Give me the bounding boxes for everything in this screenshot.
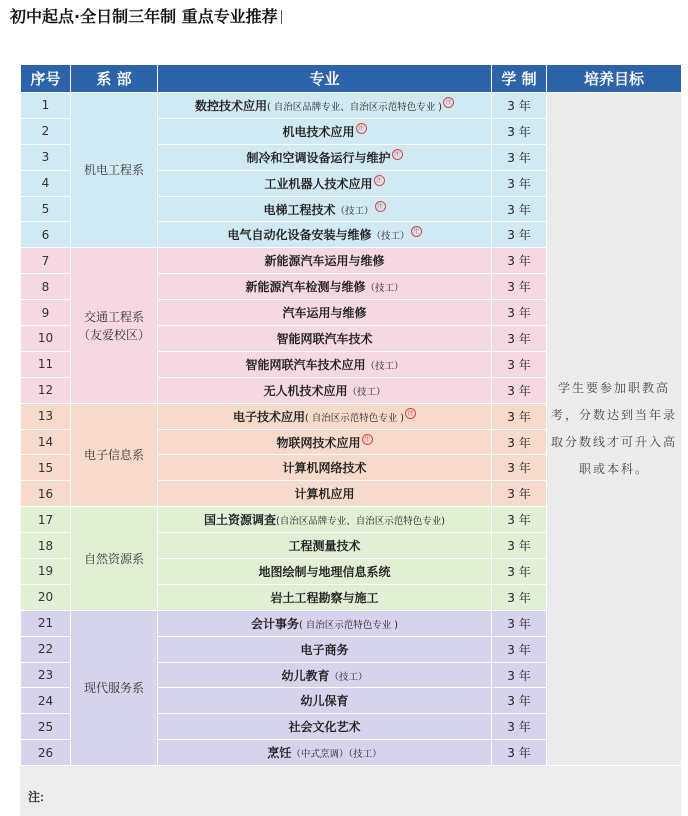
header-goal: 培养目标: [547, 65, 682, 93]
major-cell: [158, 507, 492, 533]
row-number: 26: [21, 740, 71, 766]
major-name: 机电技术应用: [282, 124, 355, 139]
table-header-row: [21, 65, 682, 93]
study-years: 3 年: [492, 351, 547, 377]
department-cell: [71, 507, 158, 611]
major-note: （中式烹调）（技工）: [291, 749, 382, 761]
department-cell: [71, 248, 158, 403]
row-number: 21: [21, 610, 71, 636]
study-years: 3 年: [492, 584, 547, 610]
study-years: 3 年: [492, 274, 547, 300]
major-cell: [158, 662, 492, 688]
study-years: 3 年: [492, 507, 547, 533]
department-name: 电子信息系: [83, 447, 144, 462]
major-cell: [158, 144, 492, 170]
study-years: 3 年: [492, 118, 547, 144]
major-name: 工业机器人技术应用: [264, 176, 373, 191]
department-cell: [71, 403, 158, 507]
note-mark-icon: 注: [362, 434, 373, 445]
study-years: 3 年: [492, 377, 547, 403]
page-title-text: 初中起点·全日制三年制 重点专业推荐: [10, 7, 278, 26]
row-number: 22: [21, 636, 71, 662]
department-campus: （友爱校区）: [77, 327, 150, 342]
notes-label: 注:: [28, 790, 44, 804]
major-name: 智能网联汽车技术: [276, 331, 373, 346]
major-cell: [158, 377, 492, 403]
row-number: 12: [21, 377, 71, 403]
study-years: 3 年: [492, 144, 547, 170]
study-years: 3 年: [492, 326, 547, 352]
row-number: 13: [21, 403, 71, 429]
major-name: 新能源汽车检测与维修: [245, 280, 366, 295]
study-years: 3 年: [492, 533, 547, 559]
header-dept: 系 部: [71, 65, 158, 93]
major-cell: [158, 688, 492, 714]
major-name: 制冷和空调设备运行与维护: [246, 150, 391, 165]
major-name: 电子商务: [300, 642, 349, 657]
major-name: 新能源汽车运用与维修: [264, 254, 385, 269]
major-note: （技工）: [365, 360, 404, 372]
note-mark-icon: 注: [411, 226, 422, 237]
major-cell: [158, 740, 492, 766]
study-years: 3 年: [492, 714, 547, 740]
study-years: 3 年: [492, 740, 547, 766]
row-number: 10: [21, 326, 71, 352]
major-cell: [158, 118, 492, 144]
row-number: 24: [21, 688, 71, 714]
notes-box: [20, 766, 681, 816]
note-mark-icon: 注: [443, 97, 454, 108]
major-note: ( 自治区示范特色专业 ): [299, 619, 398, 631]
row-number: 11: [21, 351, 71, 377]
major-name: 烹饪: [267, 746, 292, 761]
major-name: 汽车运用与维修: [282, 306, 367, 321]
major-cell: [158, 636, 492, 662]
table-row: [21, 93, 682, 119]
major-note: ( 自治区示范特色专业 ): [305, 412, 404, 424]
major-note: (自治区品牌专业、自治区示范特色专业): [276, 516, 445, 528]
major-name: 计算机网络技术: [282, 461, 367, 476]
major-cell: [158, 455, 492, 481]
study-years: 3 年: [492, 429, 547, 455]
note-mark-icon: 注: [405, 408, 416, 419]
row-number: 20: [21, 584, 71, 610]
major-name: 幼儿教育: [281, 668, 330, 683]
study-years: 3 年: [492, 222, 547, 248]
department-cell: [71, 93, 158, 248]
major-name: 国土资源调查: [204, 513, 277, 528]
row-number: 6: [21, 222, 71, 248]
department-name: 现代服务系: [83, 680, 144, 695]
major-name: 地图绘制与地理信息系统: [258, 564, 391, 579]
study-years: 3 年: [492, 170, 547, 196]
department-cell: [71, 610, 158, 765]
major-name: 电子技术应用: [233, 409, 306, 424]
row-number: 4: [21, 170, 71, 196]
page-title: [10, 4, 282, 27]
study-years: 3 年: [492, 559, 547, 585]
row-number: 5: [21, 196, 71, 222]
major-note: ( 自治区品牌专业、自治区示范特色专业 ): [267, 101, 442, 113]
note-mark-icon: 注: [375, 201, 386, 212]
row-number: 23: [21, 662, 71, 688]
major-name: 智能网联汽车技术应用: [245, 357, 366, 372]
row-number: 25: [21, 714, 71, 740]
study-years: 3 年: [492, 481, 547, 507]
major-cell: [158, 714, 492, 740]
note-mark-icon: 注: [374, 175, 385, 186]
study-years: 3 年: [492, 636, 547, 662]
major-name: 数控技术应用: [195, 98, 268, 113]
major-note: （技工）: [371, 231, 410, 243]
major-name: 无人机技术应用: [263, 383, 348, 398]
major-cell: [158, 351, 492, 377]
major-cell: [158, 196, 492, 222]
header-years: 学 制: [492, 65, 547, 93]
major-cell: [158, 533, 492, 559]
row-number: 2: [21, 118, 71, 144]
major-name: 计算机应用: [294, 487, 355, 502]
major-cell: [158, 610, 492, 636]
row-number: 14: [21, 429, 71, 455]
major-note: （技工）: [365, 283, 404, 295]
major-cell: [158, 584, 492, 610]
table-body: [21, 93, 682, 766]
major-name: 岩土工程勘察与施工: [270, 590, 379, 605]
study-years: 3 年: [492, 455, 547, 481]
header-num: 序号: [21, 65, 71, 93]
study-years: 3 年: [492, 688, 547, 714]
study-years: 3 年: [492, 248, 547, 274]
major-note: （技工）: [347, 386, 386, 398]
row-number: 3: [21, 144, 71, 170]
major-cell: [158, 326, 492, 352]
major-cell: [158, 170, 492, 196]
major-cell: [158, 481, 492, 507]
major-name: 社会文化艺术: [288, 720, 361, 735]
department-name: 交通工程系: [83, 309, 144, 324]
study-years: 3 年: [492, 662, 547, 688]
row-number: 19: [21, 559, 71, 585]
major-cell: [158, 274, 492, 300]
major-note: （技工）: [335, 205, 374, 217]
major-cell: [158, 403, 492, 429]
major-cell: [158, 248, 492, 274]
major-name: 幼儿保育: [300, 694, 349, 709]
row-number: 9: [21, 300, 71, 326]
major-name: 会计事务: [251, 616, 300, 631]
row-number: 1: [21, 93, 71, 119]
major-cell: [158, 93, 492, 119]
major-name: 电梯工程技术: [263, 202, 336, 217]
row-number: 15: [21, 455, 71, 481]
major-cell: [158, 429, 492, 455]
major-cell: [158, 559, 492, 585]
row-number: 8: [21, 274, 71, 300]
major-name: 电气自动化设备安装与维修: [227, 228, 372, 243]
major-cell: [158, 300, 492, 326]
department-name: 自然资源系: [83, 551, 144, 566]
row-number: 16: [21, 481, 71, 507]
department-name: 机电工程系: [83, 163, 144, 178]
major-cell: [158, 222, 492, 248]
major-name: 物联网技术应用: [276, 435, 361, 450]
major-name: 工程测量技术: [288, 539, 361, 554]
study-years: 3 年: [492, 196, 547, 222]
row-number: 7: [21, 248, 71, 274]
note-mark-icon: 注: [356, 123, 367, 134]
majors-table: [20, 64, 682, 766]
study-years: 3 年: [492, 93, 547, 119]
training-goal: 学生要参加职教高考，分数达到当年录取分数线才可升入高职或本科。: [547, 93, 682, 766]
major-note: （技工）: [329, 671, 368, 683]
row-number: 18: [21, 533, 71, 559]
study-years: 3 年: [492, 403, 547, 429]
row-number: 17: [21, 507, 71, 533]
header-major: 专业: [158, 65, 492, 93]
note-mark-icon: 注: [392, 149, 403, 160]
text-cursor: [281, 10, 282, 24]
study-years: 3 年: [492, 610, 547, 636]
study-years: 3 年: [492, 300, 547, 326]
